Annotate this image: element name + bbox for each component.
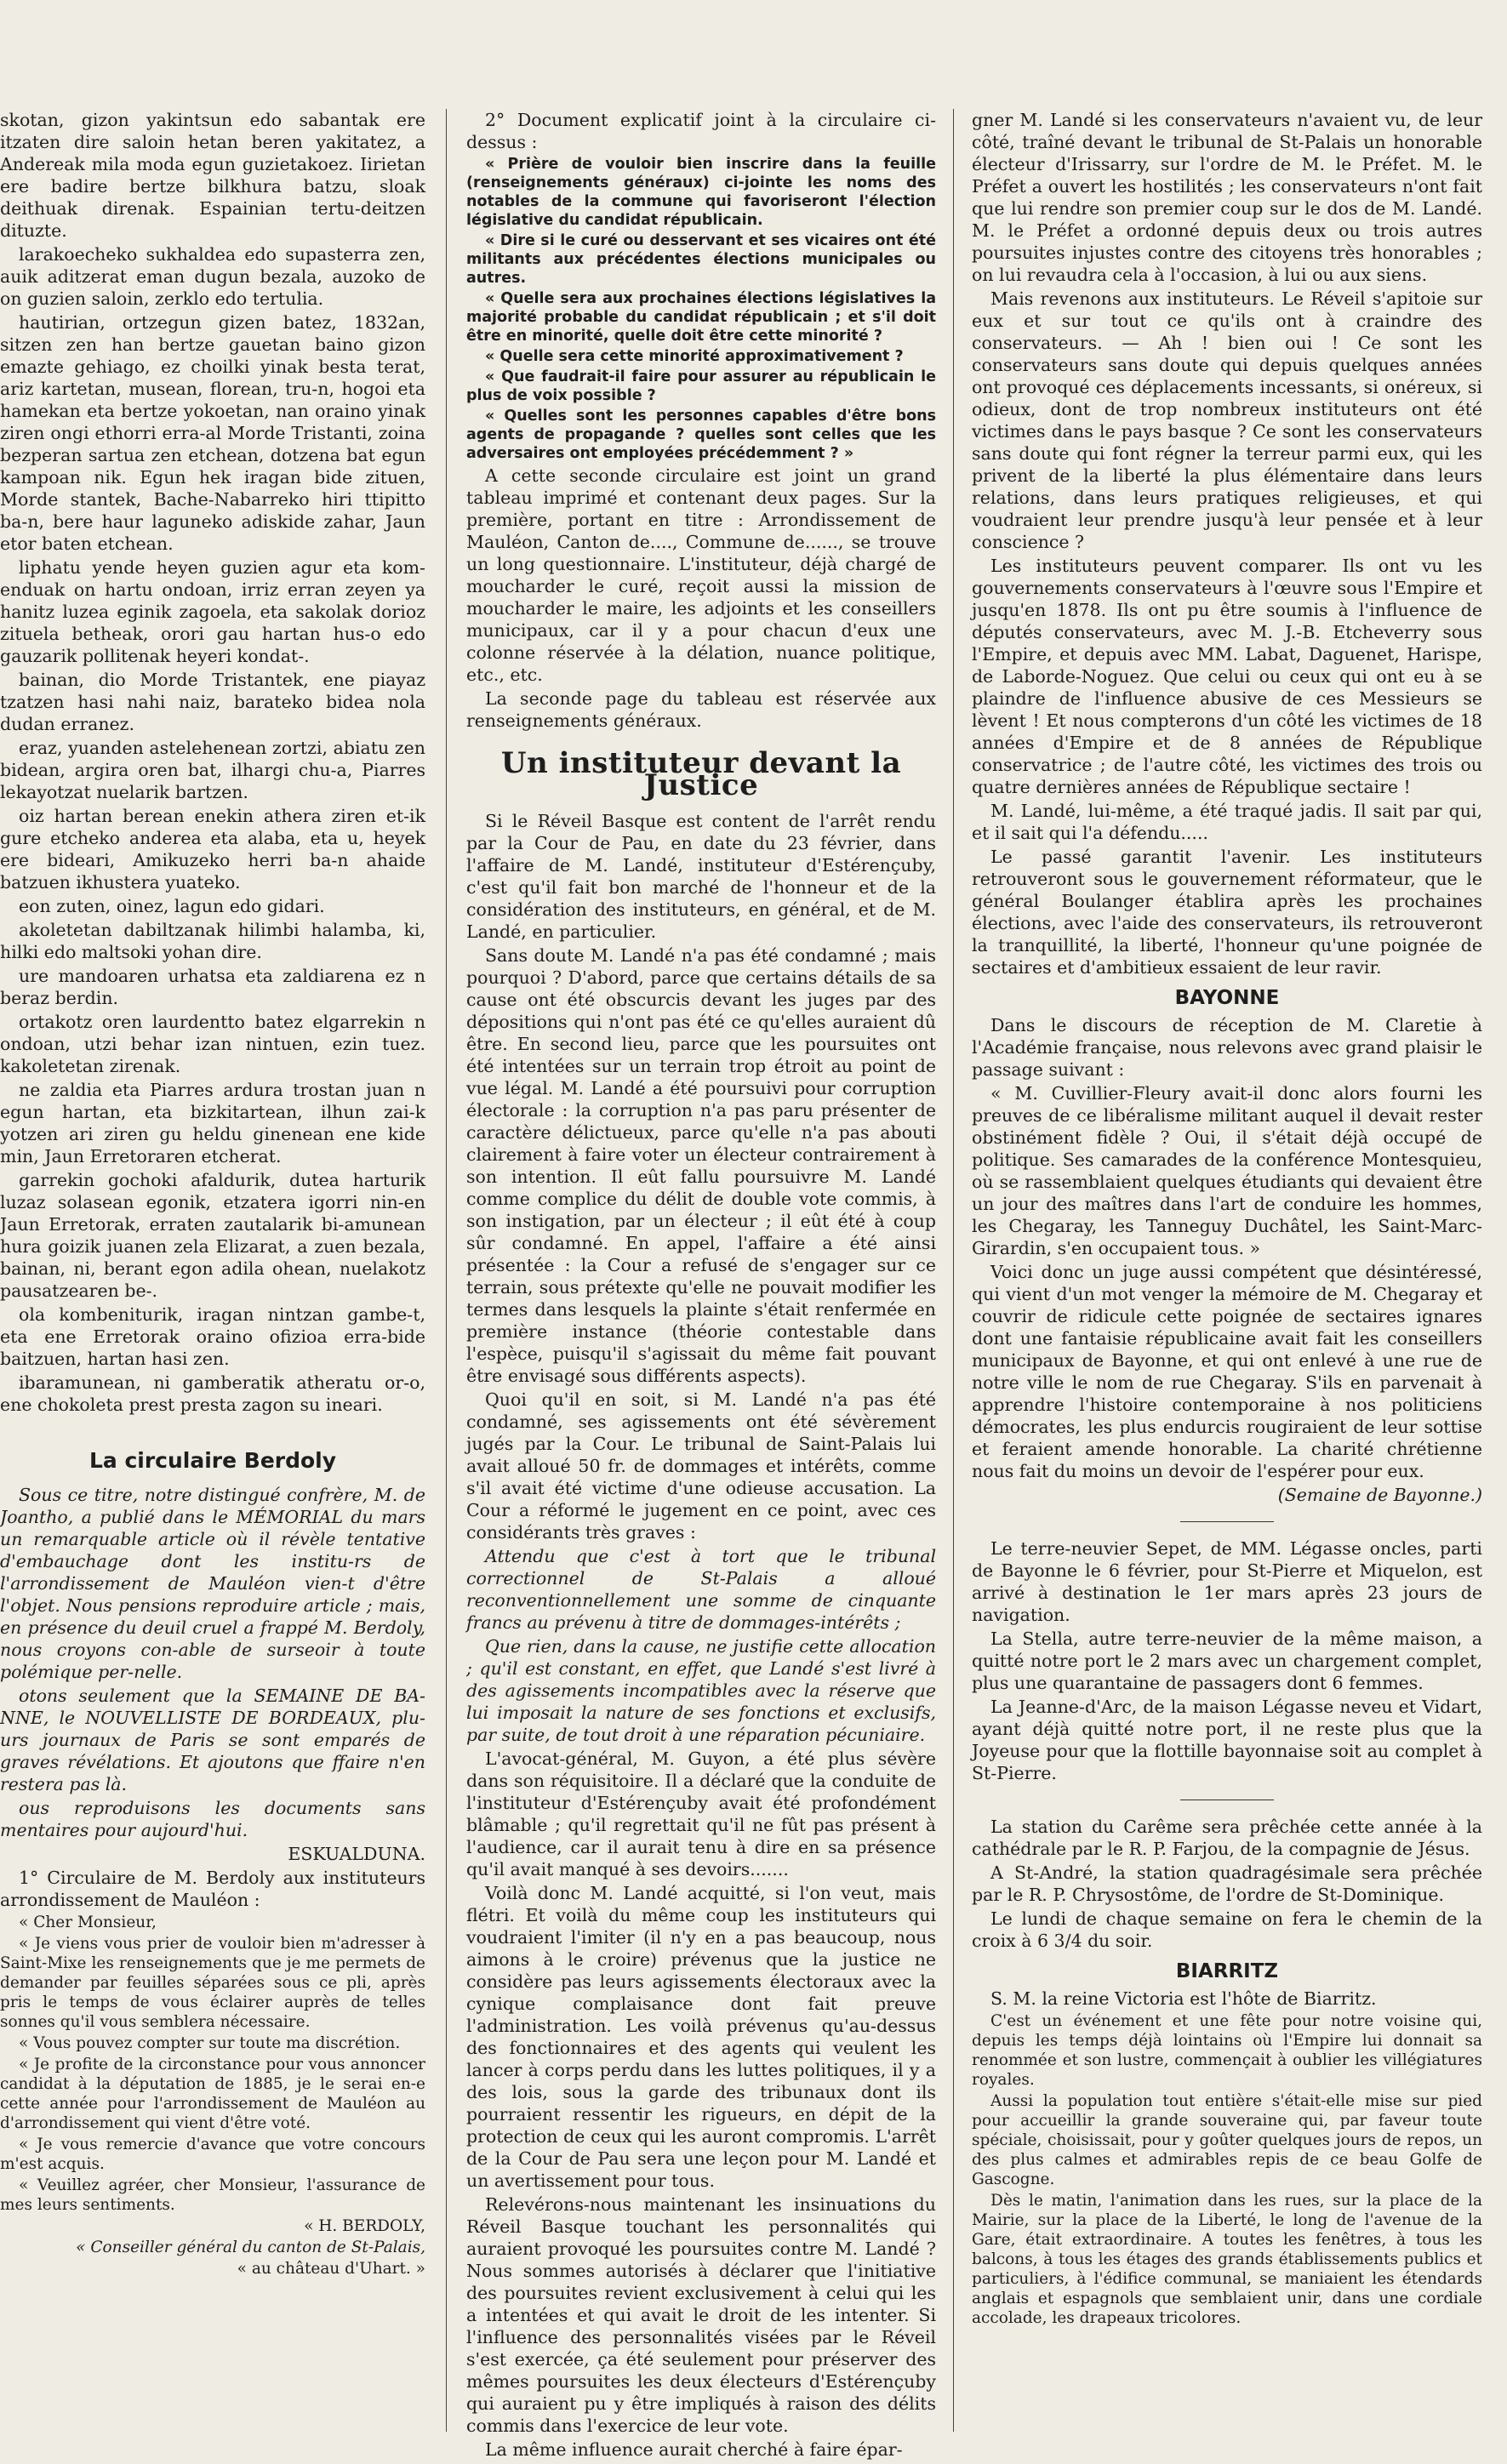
ship-paragraph: Le terre-neuvier Sepet, de MM. Légasse oncles, parti de Bayonne le 6 février, pour St-Pierre et Miquelon, est arrivé à destination le 1er mars après 23 jours de navigation. (972, 1538, 1482, 1625)
circular-text: « Vous pouvez compter sur toute ma discrétion. (19, 2034, 401, 2052)
justice-continuation: Les instituteurs peuvent comparer. Ils ont vu les gouvernements conservateurs à l'œuvre sous l'Empire et jusqu'en 1878. Ils ont pu être soumis à l'influence de députés conservateurs, avec M. J.-B. Etcheverry sous l'Empire, et depuis avec MM. Labat, Daguenet, Harispe, de Laborde-Noguez. Que celui ou ceux qui ont eu à se plaindre de l'influence abusive de ces Messieurs se lèvent ! Et nous compterons d'un côté les victimes de 18 années d'Empire et de 8 années de République conservatrice ; de l'autre côté, les victimes des trois ou quatre dernières années de République sectaire ! (972, 556, 1482, 797)
column-rule (953, 109, 954, 2432)
doc2-paragraph: A cette seconde circulaire est joint un grand tableau imprimé et contenant deux pages. Sur la première, portant en titre : Arrondissement de Mauléon, Canton de...., Commune de......, se trouve un long questionnaire. L'instituteur, déjà chargé de moucharder le curé, reçoit aussi la mission de moucharder le maire, les adjoints et les conseillers municipaux, car il y a pour chacun d'eux une colonne réservée à la délation, nuance politique, etc., etc. (466, 465, 936, 685)
column-rule (446, 109, 447, 2432)
circular-signature-address: « au château d'Uhart. » (237, 2260, 425, 2278)
berdoly-signature: ESKUALDUNA. (288, 1844, 425, 1864)
justice-continuation: M. Landé, lui-même, a été traqué jadis. Il sait par qui, et il sait qui l'a défendu..... (972, 801, 1482, 843)
circular-text: « Je vous remercie d'avance que votre concours m'est acquis. (0, 2136, 425, 2173)
basque-paragraph: ola kombeniturik, iragan nintzan gambe-t, eta ene Erretorak oraino ofizioa erra-bide baitzuen, hartan hasi zen. (0, 1304, 425, 1369)
bayonne-source: (Semaine de Bayonne.) (1277, 1485, 1482, 1505)
basque-paragraph: garrekin gochoki afaldurik, dutea harturik luzaz solasean egonik, etzatera igorri nin-en Jaun Erretorak, erraten zautalarik bi-amunean hura goizik juanen zela Elizarat, a zuen bezala, bainan, ni, berant egon adila ohean, nuelakotz pausatzearen be-. (0, 1170, 425, 1301)
justice-paragraph: Sans doute M. Landé n'a pas été condamné ; mais pourquoi ? D'abord, parce que certains détails de sa cause ont été obscurcis devant les juges par des dépositions qui n'ont pas été ce qu'elles auraient dû être. En second lieu, parce que les poursuites ont été intentées sur un terrain trop étroit au point de vue légal. M. Landé a été poursuivi pour corruption électorale : la corruption n'a pas paru présenter de caractère délictueux, parce qu'elle n'a pas abouti clairement à faire voter un électeur contrairement à son intention. Il eût fallu poursuivre M. Landé comme complice du délit de double vote commis, à son instigation, par un électeur ; il eût été à coup sûr condamné. En appel, l'affaire a été ainsi présentée : la Cour a refusé de s'engager sur ce terrain, sous prétexte qu'elle ne pouvait modifier les termes dans lesquels la plainte s'était renfermée en première instance (théorie contestable dans l'espèce, puisqu'il s'agissait du même fait pouvant être envisagé sous différents aspects). (466, 945, 936, 1386)
basque-paragraph: ne zaldia eta Piarres ardura trostan juan n egun hartan, eta bizkitartean, ilhun zai-k yotzen ari ziren gu heldu ginenean ene kide min, Jaun Erretoraren etcherat. (0, 1080, 425, 1166)
justice-paragraph: La même influence aurait cherché à faire épar- (485, 2439, 903, 2460)
basque-paragraph: larakoecheko sukhaldea edo supasterra zen, auik aditzerat eman dugun bezala, auzoko de on guzien saloin, zerklo edo tertulia. (0, 244, 425, 309)
justice-quote: Attendu que c'est à tort que le tribunal correctionnel de St-Palais a alloué reconventionnellement une somme de cinquante francs au prévenu à titre de dommages-intérêts ; (466, 1546, 936, 1633)
bayonne-quote: « M. Cuvillier-Fleury avait-il donc alors fourni les preuves de ce libéralisme militant auquel il devait rester obstinément fidèle ? Oui, il s'était déjà occupé de politique. Ses camarades de la conférence Montesquieu, où se rassemblaient quelques étudiants qui devaient être un jour des maîtres dans l'art de conduire les hommes, les Chegaray, les Tanneguy Duchâtel, les Saint-Marc-Girardin, s'en occupaient tous. » (972, 1083, 1482, 1258)
justice-continuation: Le passé garantit l'avenir. Les instituteurs retrouveront sous le gouvernement réformateur, que le général Boulanger établira après les prochaines élections, avec l'aide des conservateurs, ils retrouveront la tranquillité, la liberté, l'honneur qu'une poignée de sectaires et d'ambitieux essaient de leur ravir. (972, 847, 1482, 978)
circular-text: « Veuillez agréer, cher Monsieur, l'assurance de mes leurs sentiments. (0, 2176, 425, 2214)
justice-quote: Que rien, dans la cause, ne justifie cette allocation ; qu'il est constant, en effet, que Landé s'est livré à des agissements incompatibles avec la réserve que lui imposait la nature de ses fonctions et exclusifs, par suite, de tout droit à une réparation pécuniaire. (466, 1636, 936, 1745)
basque-paragraph: ibaramunean, ni gamberatik atheratu or-o, ene chokoleta prest presta zagon su ineari. (0, 1372, 425, 1415)
justice-continuation: gner M. Landé si les conservateurs n'avaient vu, de leur côté, traîné devant le tribunal de St-Palais un honorable électeur d'Irissarry, sur l'ordre de M. le Préfet. M. le Préfet a ouvert les hostilités ; les conservateurs n'ont fait que lui rendre son premier coup sur le dos de M. Landé. M. le Préfet a ordonné depuis deux ou trois autres poursuites injustes contre des citoyens très honorables ; on lui revaudra cela à l'occasion, à lui ou aux siens. (972, 110, 1482, 285)
doc2-item: « Prière de vouloir bien inscrire dans la feuille (renseignements généraux) ci-jointe les noms des notables de la commune qui favoriseront l'élection législative du candidat républicain. (466, 156, 936, 229)
basque-paragraph: bainan, dio Morde Tristantek, ene piayaz tzatzen hasi nahi naiz, barateko bidea nola dudan erranez. (0, 670, 425, 734)
berdoly-note-2: ous reproduisons les documents sans mentaires pour aujourd'hui. (0, 1798, 425, 1840)
bayonne-paragraph: Dans le discours de réception de M. Claretie à l'Académie française, nous relevons avec grand plaisir le passage suivant : (972, 1015, 1482, 1080)
berdoly-note: otons seulement que la SEMAINE DE BA-NNE, le NOUVELLISTE DE BORDEAUX, plu-urs journaux de Paris se sont emparés de graves révélations. Et ajoutons que ffaire n'en restera pas là. (0, 1685, 425, 1794)
biarritz-paragraph: Aussi la population tout entière s'était-elle mise sur pied pour accueillir la grande souveraine qui, par faveur toute spéciale, choisissait, pour y goûter quelques jours de repos, un des plus calmes et admirables repis de ce beau Golfe de Gascogne. (972, 2092, 1482, 2188)
biarritz-paragraph: S. M. la reine Victoria est l'hôte de Biarritz. (990, 1988, 1377, 2009)
justice-paragraph: Si le Réveil Basque est content de l'arrêt rendu par la Cour de Pau, en date du 23 février, dans l'affaire de M. Landé, instituteur d'Estérençuby, c'est qu'il fait bon marché de l'honneur et de la considération des instituteurs, en général, et de M. Landé, en particulier. (466, 811, 936, 942)
basque-paragraph: ure mandoaren urhatsa eta zaldiarena ez n beraz berdin. (0, 966, 425, 1008)
berdoly-headline: La circulaire Berdoly (88, 1448, 337, 1473)
separator (1180, 1521, 1274, 1522)
careme-paragraph: Le lundi de chaque semaine on fera le chemin de la croix à 6 3/4 du soir. (972, 1908, 1482, 1951)
doc2-intro: 2° Document explicatif joint à la circulaire ci-dessus : (466, 110, 936, 152)
basque-paragraph: liphatu yende heyen guzien agur eta kom-enduak on hartu ondoan, irriz erran zeyen ya hanitz luzea eginik zagoela, eta sakolak dorioz zituela betheak, orori gau hartan hus-o edo gauzarik pollitenak heyeri kondat-. (0, 557, 425, 666)
basque-paragraph: akoletetan dabiltzanak hilimbi halamba, ki, hilki edo maltsoki yohan dire. (0, 920, 425, 962)
doc2-item: « Quelle sera aux prochaines élections législatives la majorité probable du candidat républicain ; et s'il doit être en minorité, quelle doit être cette minorité ? (466, 290, 936, 345)
circular-signature: « H. BERDOLY, (304, 2217, 425, 2235)
basque-article (0, 109, 425, 1416)
ship-paragraph: La Stella, autre terre-neuvier de la même maison, a quitté notre port le 2 mars avec un chargement complet, plus une quarantaine de passagers dont 6 femmes. (972, 1628, 1482, 1693)
doc2-item: « Dire si le curé ou desservant et ses vicaires ont été militants aux précédentes élections municipales ou autres. (466, 232, 936, 287)
justice-paragraph: L'avocat-général, M. Guyon, a été plus sévère dans son réquisitoire. Il a déclaré que la conduite de l'instituteur d'Estérençuby avait été profondément blâmable ; qu'il regrettait qu'il ne fût pas présent à l'audience, car il aurait tenu à dire en sa présence qu'il avait manqué à ses devoirs....... (466, 1748, 936, 1879)
justice-paragraph: Quoi qu'il en soit, si M. Landé n'a pas été condamné, ses agissements ont été sévèrement jugés par la Cour. Le tribunal de Saint-Palais lui avait alloué 50 fr. de dommages et intérêts, comme s'il avait été victime d'une odieuse accusation. La Cour a réformé le jugement en ce point, avec ces considérants très graves : (466, 1389, 936, 1543)
berdoly-intro: Sous ce titre, notre distingué confrère, M. de Joantho, a publié dans le MÉMORIAL du mars un remarquable article où il révèle tentative d'embauchage dont les institu-rs de l'arrondissement de Mauléon vien-t d'être l'objet. Nous pensions reproduire article ; mais, en présence du deuil cruel a frappé M. Berdoly, nous croyons con-able de surseoir à toute polémique per-nelle. (0, 1485, 425, 1682)
basque-paragraph: eraz, yuanden astelehenean zortzi, abiatu zen bidean, argira oren bat, ilhargi chu-a, Piarres lekayotzat nuelarik bartzen. (0, 738, 425, 802)
justice-headline: Un instituteur devant la Justice (500, 746, 902, 802)
justice-continuation: Mais revenons aux instituteurs. Le Réveil s'apitoie sur eux et sur tout ce qu'ils ont à craindre des conservateurs. — Ah ! bien oui ! Ce sont les conservateurs sans doute qui depuis quelques années ont provoqué ces déplacements incessants, si onéreux, si odieux, dont de trop nombreux instituteurs ont été victimes dans le pays basque ? Ce sont les conservateurs sans doute qui font régner la terreur parmi eux, qui les privent de la liberté la plus élémentaire dans leurs relations, dans leurs pratiques religieuses, et qui voudraient leur prendre jusqu'à leur pensée et à leur conscience ? (972, 288, 1482, 552)
column-left (0, 109, 425, 2440)
ship-paragraph: La Jeanne-d'Arc, de la maison Légasse neveu et Vidart, ayant déjà quitté notre port, il ne reste plus que la Joyeuse pour que la flottille bayonnaise soit au complet à St-Pierre. (972, 1697, 1482, 1783)
basque-paragraph: hautirian, ortzegun gizen batez, 1832an, sitzen zen han bertze gauetan baino gizon emazte gehiago, ez choilki yinak besta terat, ariz kartetan, musean, florean, tru-n, hogoi eta hamekan eta bertze yokoetan, nan oraino yinak ziren ongi ethorri erra-al Morde Tristanti, zoina bezperan sartua zen etchean, dotzena bat egun kampoan nik. Egun hek iragan bide zituen, Morde stantek, Bache-Nabarreko hiri ttipitto ba-n, bere haur laguneko adiskide zahar, Jaun etor baten etchean. (0, 312, 425, 554)
justice-paragraph: Relevérons-nous maintenant les insinuations du Réveil Basque touchant les personnalités qui auraient provoqué les poursuites contre M. Landé ? Nous sommes autorisés à déclarer que l'initiative des poursuites revient exclusivement à celui qui les a intentées et qui avait le droit de les intenter. Si l'influence des personnalités visées par le Réveil s'est exercée, ça été seulement pour préserver des mêmes poursuites les deux électeurs d'Estérençuby qui auraient pu y être impliqués à raison des délits commis dans l'exercice de leur vote. (466, 2194, 936, 2436)
basque-paragraph: skotan, gizon yakintsun edo sabantak ere itzaten dire saloin hetan beren yakitatez, a Andereak mila moda egun guzietakoez. Iirietan ere badire bertze bilkhura batzu, sloak deithuak direnak. Espainian tertu-deitzen dituzte. (0, 110, 425, 241)
circular-text: « Je viens vous prier de vouloir bien m'adresser à Saint-Mixe les renseignements que je me permets de demander par feuilles séparées sous ce pli, après pris le temps de vous éclairer auprès de telles sonnes qu'il vous semblera nécessaire. (0, 1935, 425, 2031)
column-middle (466, 109, 936, 2460)
justice-paragraph: Voilà donc M. Landé acquitté, si l'on veut, mais flétri. Et voilà du même coup les instituteurs qui voudraient l'imiter (il n'y en a pas beaucoup, nous aimons à le croire) prévenus que la justice ne considère pas leurs agissements électoraux avec la cynique complaisance dont fait preuve l'administration. Les voilà prévenus qu'au-dessus des fonctionnaires et des agents qui veulent les lancer à corps perdu dans les luttes politiques, il y a des lois, sous la garde des tribunaux dont ils pourraient ressentir les rigueurs, en dépit de la protection de ceux qui les auront compromis. L'arrêt de la Cour de Pau sera une leçon pour M. Landé et un avertissement pour tous. (466, 1883, 936, 2191)
careme-paragraph: La station du Carême sera prêchée cette année à la cathédrale par le R. P. Farjou, de la compagnie de Jésus. (972, 1817, 1482, 1859)
doc2-paragraph: La seconde page du tableau est réservée aux renseignements généraux. (466, 688, 936, 731)
doc2-item: « Que faudrait-il faire pour assurer au républicain le plus de voix possible ? (466, 368, 936, 404)
careme-paragraph: A St-André, la station quadragésimale sera prêchée par le R. P. Chrysostôme, de l'ordre de St-Dominique. (972, 1862, 1482, 1905)
doc2-item: « Quelles sont les personnes capables d'être bons agents de propagande ? quelles sont celles que les adversaires ont employées précédemment ? » (466, 408, 936, 462)
basque-paragraph: ortakotz oren laurdentto batez elgarrekin n ondoan, utzi behar izan nintuen, ezin tuez. kakoletetan zirenak. (0, 1012, 425, 1076)
column-right (972, 109, 1482, 2440)
bayonne-headline: BAYONNE (1174, 987, 1280, 1009)
doc2-item: « Quelle sera cette minorité approximativement ? (485, 348, 904, 365)
biarritz-headline: BIARRITZ (1175, 1960, 1279, 1982)
circular-text: « Je profite de la circonstance pour vous annoncer candidat à la députation de 1885, je le serai en-e cette année pour l'arrondissement de Mauléon au d'arrondissement qui vient d'être voté. (0, 2056, 425, 2132)
circular-signature-title: « Conseiller général du canton de St-Palais, (76, 2239, 425, 2256)
biarritz-paragraph: C'est un événement et une fête pour notre voisine qui, depuis les temps déjà lointains où l'Empire lui donnait sa renommée et son lustre, commençait à oublier les villégiatures royales. (972, 2012, 1482, 2089)
circular-salutation: « Cher Monsieur, (19, 1914, 157, 1931)
biarritz-paragraph: Dès le matin, l'animation dans les rues, sur la place de la Mairie, sur la place de la Liberté, le long de l'avenue de la Gare, était extraordinaire. A toutes les fenêtres, à tous les balcons, à tous les étages des grands établissements publics et particuliers, à l'édifice communal, se maniaient les étendards anglais et espagnols que semblaient unir, dans une cordiale accolade, les drapeaux tricolores. (972, 2192, 1482, 2327)
bayonne-paragraph: Voici donc un juge aussi compétent que désintéressé, qui vient d'un mot venger la mémoire de M. Chegaray et couvrir de ridicule cette poignée de sectaires ignares dont une fantaisie républicaine avait fait les conseillers municipaux de Bayonne, et qui ont enlevé à une rue de notre ville le nom de rue Chegaray. S'ils en parvenait à apprendre l'histoire contemporaine à nos politiciens démocrates, les plus endurcis rougiraient de leur sottise et feraient amende honorable. La charité chrétienne nous fait du moins un devoir de l'espérer pour eux. (972, 1262, 1482, 1481)
basque-paragraph: oiz hartan berean enekin athera ziren et-ik gure etcheko anderea eta alaba, eta u, heyek ere bideari, Amikuzeko herri ba-n ahaide batzuen ikhustera yuateko. (0, 806, 425, 893)
basque-paragraph: eon zuten, oinez, lagun edo gidari. (19, 896, 325, 916)
circular-intro: 1° Circulaire de M. Berdoly aux instituteurs arrondissement de Mauléon : (0, 1868, 425, 1910)
